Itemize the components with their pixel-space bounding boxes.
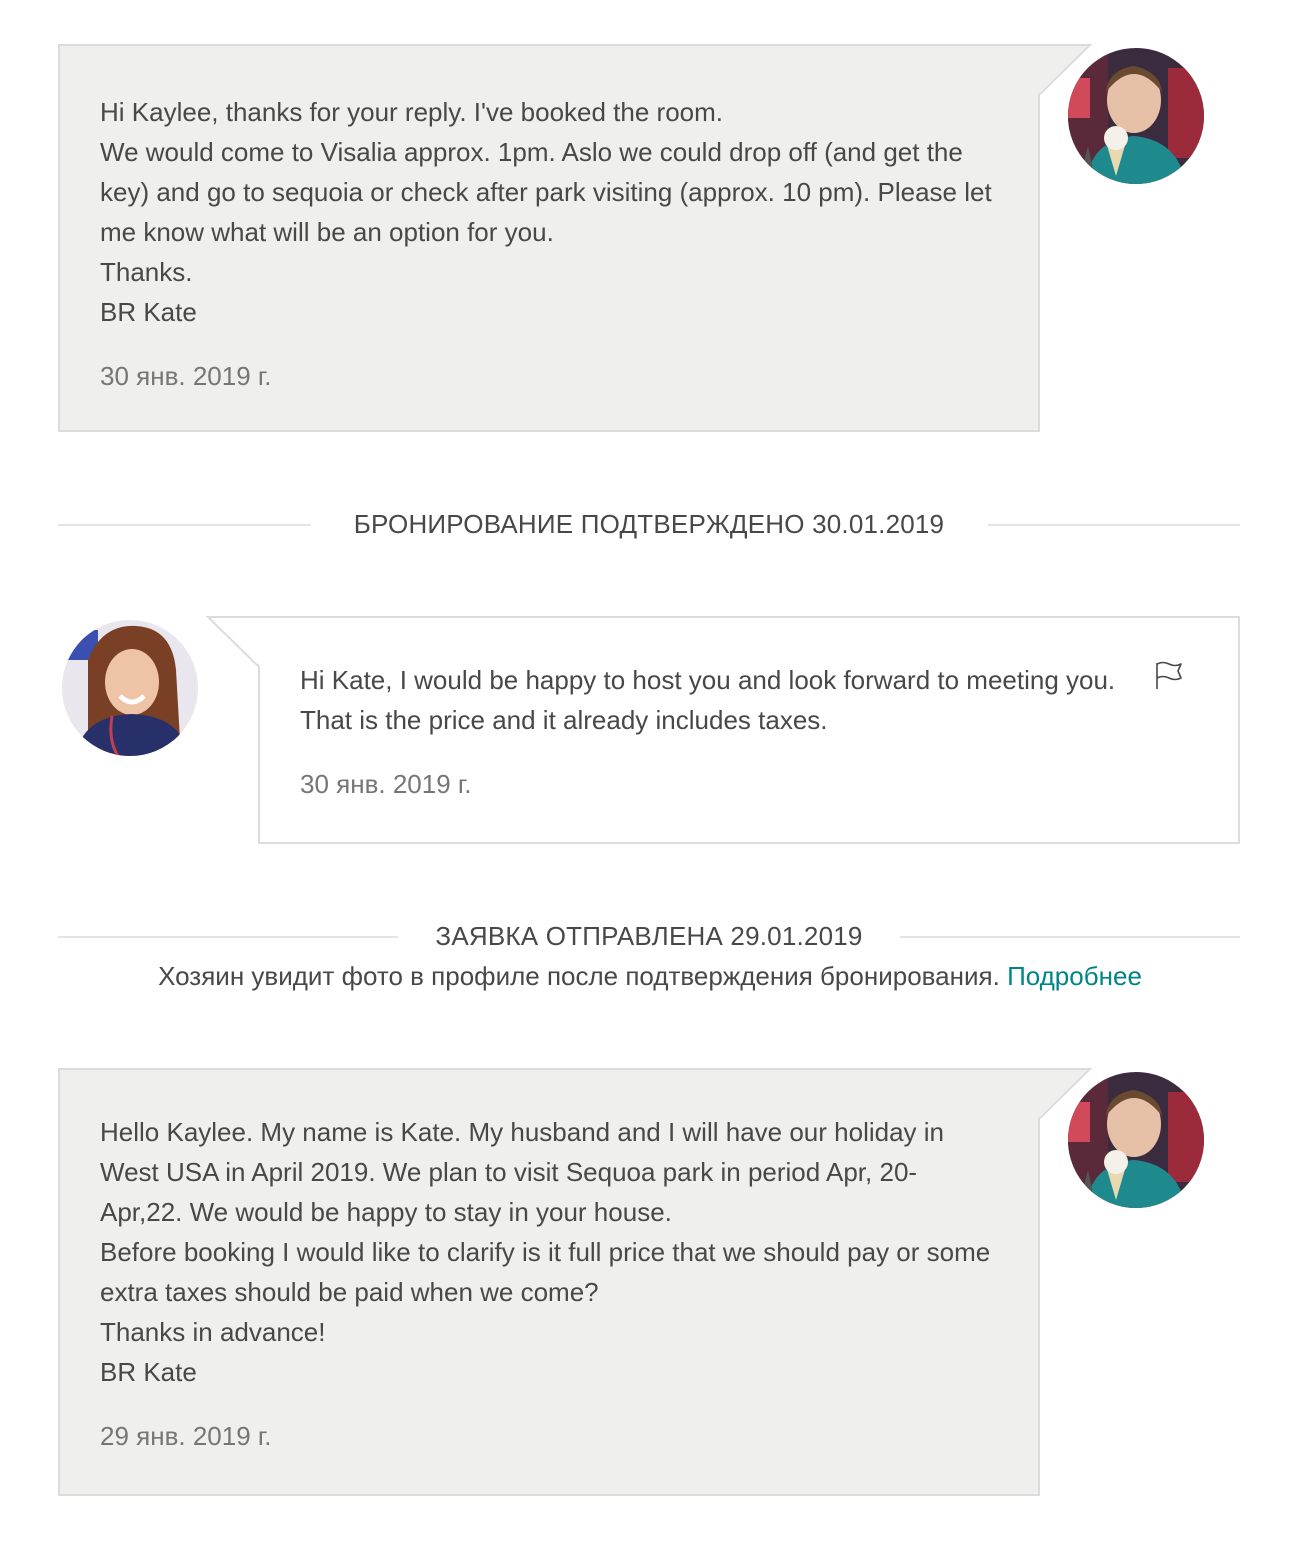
message-line: Thanks. — [100, 257, 193, 287]
flag-icon[interactable] — [1154, 660, 1184, 690]
message-date: 29 янв. 2019 г. — [100, 1421, 272, 1451]
message-bubble-guest — [58, 1068, 1040, 1496]
divider-label: ЗАЯВКА ОТПРАВЛЕНА 29.01.2019 — [435, 921, 863, 951]
message-line: BR Kate — [100, 297, 197, 327]
message-line: Hi Kate, I would be happy to host you and look forward to meeting you. That is the price and it already includes taxes. — [300, 665, 1116, 735]
bubble-tail — [206, 616, 260, 668]
message-line: Before booking I would like to clarify is it full price that we should pay or some extra taxes should be paid when we come? — [100, 1237, 991, 1307]
message-bubble-guest — [58, 44, 1040, 432]
host-avatar[interactable] — [62, 620, 198, 756]
guest-avatar[interactable] — [1068, 1072, 1204, 1208]
message-bubble-host — [258, 616, 1240, 844]
request-sent-divider — [58, 916, 1240, 956]
message-text — [100, 92, 998, 332]
message-line: Hello Kaylee. My name is Kate. My husband and I will have our holiday in West USA in April 2019. We plan to visit Sequoa park in period Apr, 20-Apr,22. We would be happy to stay in your house. — [100, 1117, 944, 1227]
divider-label: БРОНИРОВАНИЕ ПОДТВЕРЖДЕНО 30.01.2019 — [353, 509, 945, 539]
booking-confirmed-divider — [58, 504, 1240, 544]
guest-avatar[interactable] — [1068, 48, 1204, 184]
message-line: BR Kate — [100, 1357, 197, 1387]
learn-more-link[interactable]: Подробнее — [1007, 961, 1142, 991]
message-line: Hi Kaylee, thanks for your reply. I've booked the room. — [100, 97, 724, 127]
message-date: 30 янв. 2019 г. — [300, 769, 472, 799]
notice-text: Хозяин увидит фото в профиле после подтверждения бронирования. — [158, 961, 1000, 991]
message-text — [100, 1112, 998, 1392]
profile-photo-notice — [0, 956, 1300, 996]
message-line: We would come to Visalia approx. 1pm. Aslo we could drop off (and get the key) and go to sequoia or check after park visiting (approx. 10 pm). Please let me know what will be an option for you. — [100, 137, 992, 247]
message-text — [300, 660, 1138, 740]
message-line: Thanks in advance! — [100, 1317, 326, 1347]
message-date: 30 янв. 2019 г. — [100, 361, 272, 391]
